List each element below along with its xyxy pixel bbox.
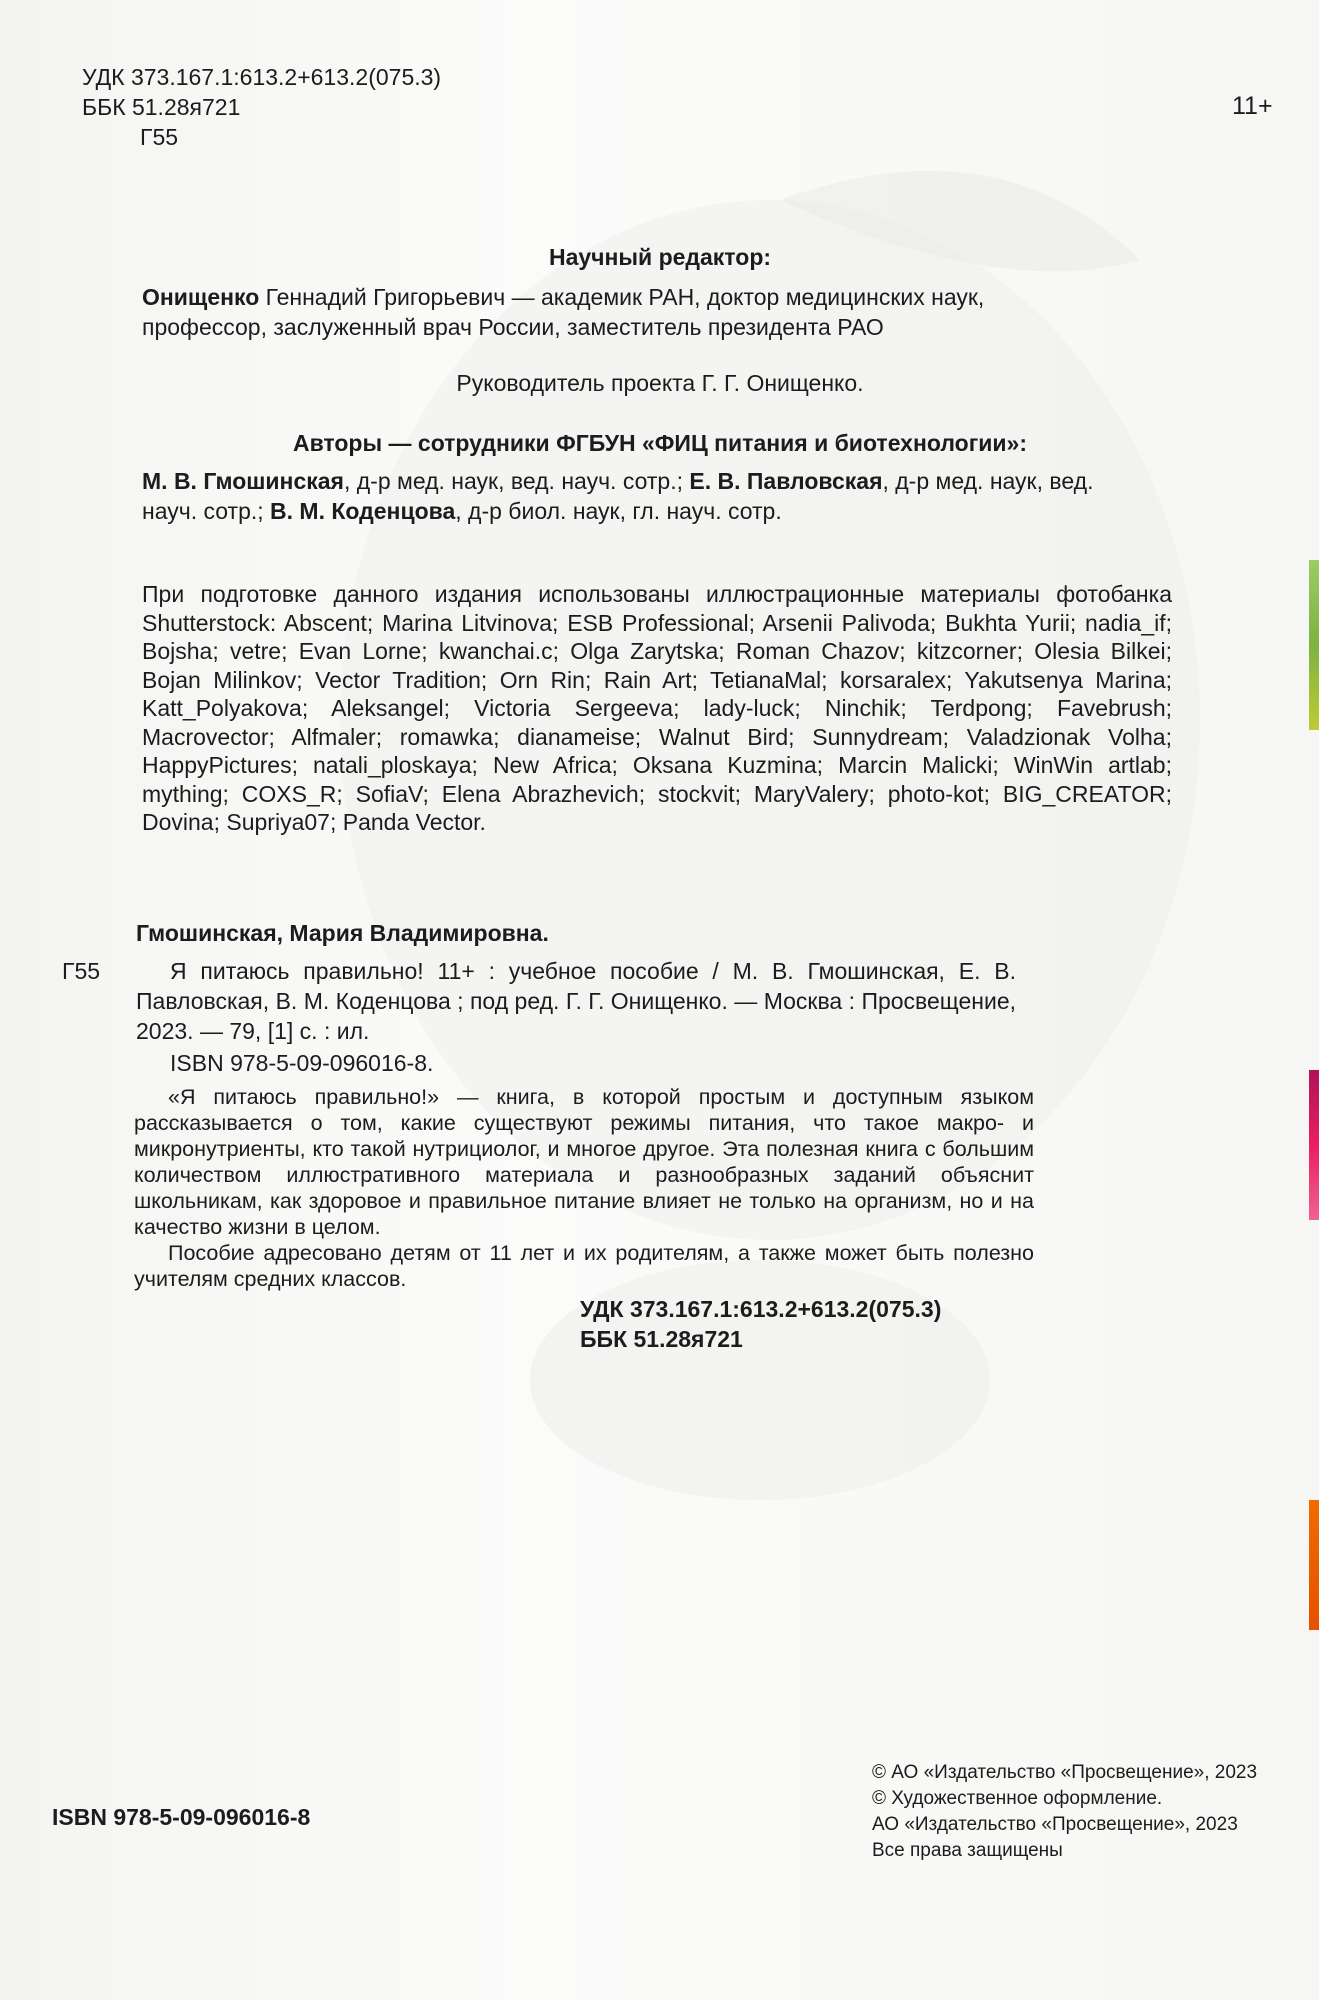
editor-block (142, 282, 1042, 342)
footer-copyright-3: АО «Издательство «Просвещение», 2023 (872, 1814, 1238, 1835)
catalog-isbn: ISBN 978-5-09-096016-8. (170, 1050, 434, 1076)
author-2-name: Е. В. Павловская (689, 468, 883, 494)
header-code: Г55 (140, 124, 179, 150)
catalog-bbk: ББК 51.28я721 (580, 1326, 743, 1352)
project-lead: Руководитель проекта Г. Г. Онищенко. (456, 370, 864, 396)
editor-description: Геннадий Григорьевич — академик РАН, доктор медицинских наук, профессор, заслуженный врач России, заместитель президента РАО (142, 284, 985, 340)
catalog-code: Г55 (62, 958, 101, 984)
header-bbk: ББК 51.28я721 (82, 94, 241, 120)
author-1-desc: , д-р мед. наук, вед. науч. сотр.; (343, 468, 690, 494)
footer-copyright-1: © АО «Издательство «Просвещение», 2023 (872, 1762, 1258, 1783)
catalog-entry: Я питаюсь правильно! 11+ : учебное пособие / М. В. Гмошинская, Е. В. Павловская, В. М. Коденцова ; под ред. Г. Г. Онищенко. — Москва : Просвещение, 2023. — 79, [1] с. : ил. (136, 958, 1016, 1044)
author-3-desc: , д-р биол. наук, гл. науч. сотр. (455, 498, 782, 524)
edge-stripe-green (1309, 560, 1319, 730)
edge-stripe-pink (1309, 1070, 1319, 1220)
footer-rights: Все права защищены (872, 1840, 1063, 1861)
header-udk: УДК 373.167.1:613.2+613.2(075.3) (82, 64, 442, 90)
footer-isbn: ISBN 978-5-09-096016-8 (52, 1804, 311, 1830)
catalog-annotation-2: Пособие адресовано детям от 11 лет и их родителям, а также может быть полезно учителям средних классов. (134, 1241, 1034, 1291)
photo-credits: При подготовке данного издания использованы иллюстрационные материалы фотобанка Shutterstock: Abscent; Marina Litvinova; ESB Professional; Arsenii Palivoda; Bukhta Yurii; nadia_if; Bojsha; vetre; Evan Lorne; kwanchai.c; Olga Zarytska; Roman Chazov; kitzcorner; Olesia Bilkei; Bojan Milinkov; Vector Tradition; Orn Rin; Rain Art; TetianaMal; korsaralex; Yakutsenya Marina; Katt_Polyakova; Aleksangel; Victoria Sergeeva; lady-luck; Ninchik; Terdpong; Favebrush; Macrovector; Alfmaler; romawka; dianameise; Walnut Bird; Sunnydream; Valadzionak Volha; HappyPictures; natali_ploskaya; New Africa; Oksana Kuzmina; Marcin Malicki; WinWin artlab; mything; COXS_R; SofiaV; Elena Abrazhevich; stockvit; MaryValery; photo-kot; BIG_CREATOR; Dovina; Supriya07; Panda Vector. (142, 581, 1172, 835)
age-mark: 11+ (1232, 92, 1273, 120)
author-2-desc: , д-р мед. наук, вед. науч. сотр.; (142, 468, 1094, 524)
catalog-udk: УДК 373.167.1:613.2+613.2(075.3) (580, 1296, 942, 1322)
edge-stripe-orange (1309, 1500, 1319, 1630)
author-3-name: В. М. Коденцова (270, 498, 456, 524)
editor-name: Онищенко (142, 284, 260, 310)
editor-heading: Научный редактор: (548, 244, 772, 270)
header-classification (82, 62, 441, 152)
catalog-annotation-1: «Я питаюсь правильно!» — книга, в которой простым и доступным языком рассказывается о том, какие существуют режимы питания, что такое макро- и микронутриенты, кто такой нутрициолог, и многое другое. Эта полезная книга с большим количеством иллюстративного материала и разнообразных заданий объяснит школьникам, как здоровое и правильное питание влияет не только на организм, но и на качество жизни в целом. (134, 1085, 1034, 1239)
authors-heading: Авторы — сотрудники ФГБУН «ФИЦ питания и биотехнологии»: (292, 430, 1028, 456)
footer-copyright (872, 1760, 1257, 1864)
catalog-classification (580, 1294, 941, 1354)
author-1-name: М. В. Гмошинская (142, 468, 344, 494)
footer-copyright-2: © Художественное оформление. (872, 1788, 1163, 1809)
authors-list (142, 466, 1142, 526)
catalog-author-heading: Гмошинская, Мария Владимировна. (136, 920, 549, 946)
